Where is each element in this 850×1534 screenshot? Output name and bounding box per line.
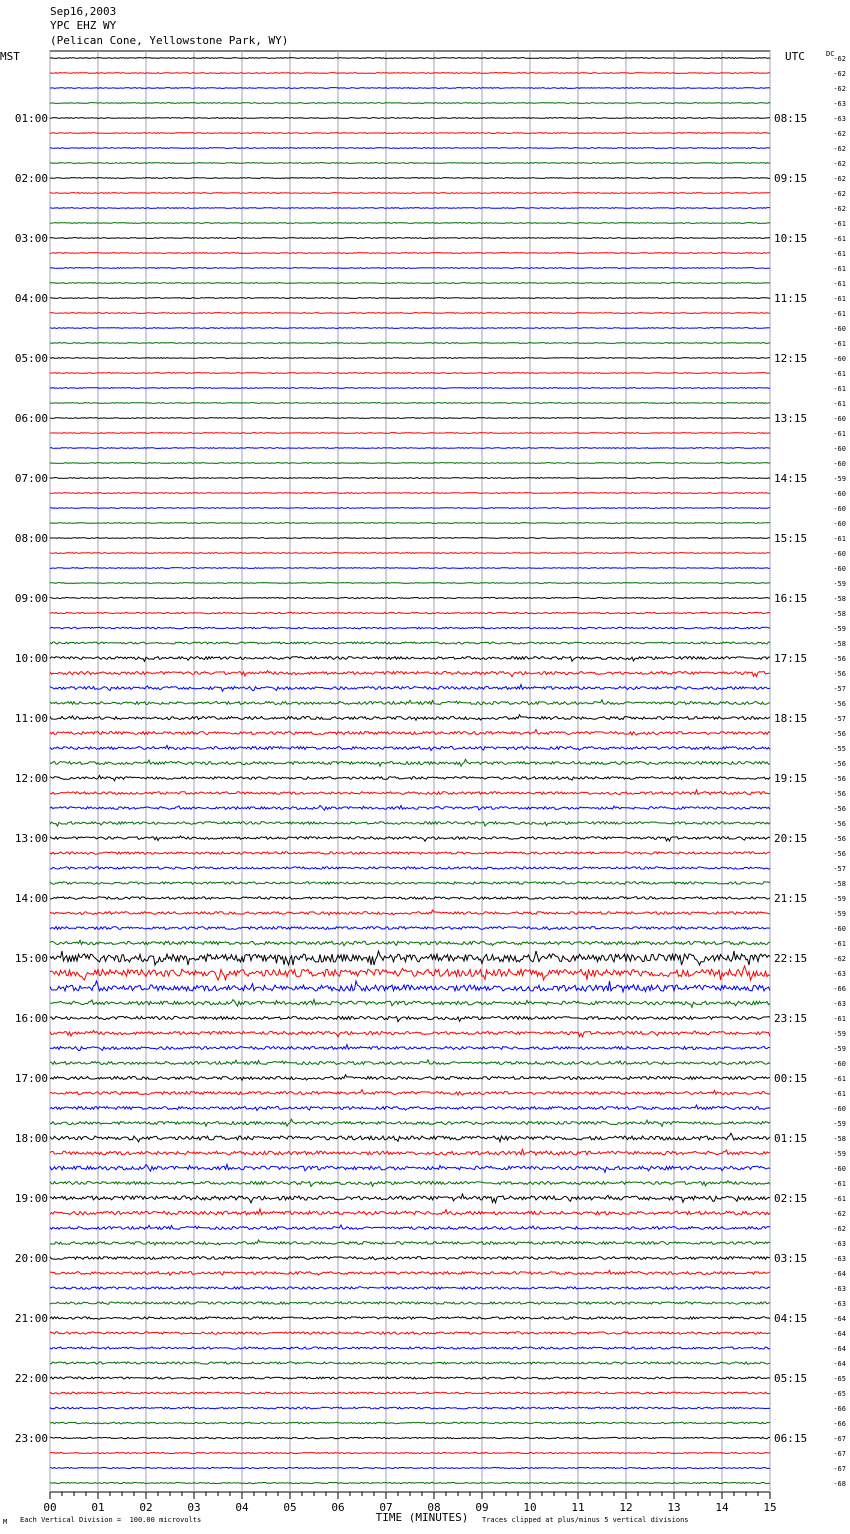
left-hour-label: 02:00	[14, 172, 48, 185]
station-code: YPC EHZ WY	[50, 19, 117, 32]
trace-line	[50, 1287, 770, 1289]
trace-line	[50, 1407, 770, 1409]
right-hour-label: 09:15	[774, 172, 808, 185]
trace-line	[50, 328, 770, 329]
x-tick-label: 05	[283, 1501, 297, 1514]
trace-line	[50, 966, 770, 980]
dc-offset-label: -63	[833, 1255, 846, 1263]
trace-line	[50, 597, 770, 598]
x-tick-label: 04	[235, 1501, 249, 1514]
dc-offset-label: -57	[833, 685, 846, 693]
left-timezone-label: MST	[0, 50, 20, 63]
dc-offset-label: -61	[833, 340, 846, 348]
right-hour-label: 13:15	[774, 412, 808, 425]
right-hour-label: 11:15	[774, 292, 808, 305]
dc-offset-label: -56	[833, 805, 846, 813]
right-hour-label: 04:15	[774, 1312, 808, 1325]
dc-offset-label: -62	[833, 205, 846, 213]
trace-line	[50, 642, 770, 644]
dc-offset-label: -61	[833, 400, 846, 408]
trace-line	[50, 836, 770, 841]
trace-line	[50, 583, 770, 584]
right-hour-label: 05:15	[774, 1372, 808, 1385]
dc-offset-label: -56	[833, 820, 846, 828]
dc-offset-label: -58	[833, 595, 846, 603]
right-hour-label: 22:15	[774, 952, 808, 965]
dc-offset-label: -61	[833, 385, 846, 393]
x-tick-label: 15	[763, 1501, 777, 1514]
dc-offset-label: -61	[833, 370, 846, 378]
dc-offset-label: -56	[833, 775, 846, 783]
trace-line	[50, 418, 770, 419]
trace-line	[50, 448, 770, 449]
trace-line	[50, 358, 770, 359]
trace-line	[50, 1000, 770, 1008]
trace-line	[50, 223, 770, 224]
trace-line	[50, 1090, 770, 1096]
dc-offset-label: -61	[833, 1075, 846, 1083]
trace-line	[50, 1452, 770, 1453]
left-hour-label: 14:00	[14, 892, 48, 905]
dc-offset-label: -59	[833, 1150, 846, 1158]
dc-offset-label: -63	[833, 1300, 846, 1308]
right-hour-label: 23:15	[774, 1012, 808, 1025]
dc-offset-label: -62	[833, 955, 846, 963]
dc-offset-label: -58	[833, 880, 846, 888]
trace-line	[50, 1165, 770, 1173]
dc-offset-label: -62	[833, 70, 846, 78]
x-tick-label: 12	[619, 1501, 633, 1514]
dc-offset-label: -59	[833, 1045, 846, 1053]
left-hour-label: 06:00	[14, 412, 48, 425]
footer-mark: M	[3, 1518, 8, 1526]
trace-line	[50, 700, 770, 705]
trace-line	[50, 790, 770, 795]
dc-offset-label: -62	[833, 190, 846, 198]
right-hour-label: 06:15	[774, 1432, 808, 1445]
x-tick-label: 08	[427, 1501, 441, 1514]
clipping-note: Traces clipped at plus/minus 5 vertical divisions	[482, 1516, 689, 1524]
dc-offset-label: -59	[833, 625, 846, 633]
trace-line	[50, 1482, 770, 1483]
trace-line	[50, 981, 770, 992]
right-hour-label: 03:15	[774, 1252, 808, 1265]
right-hour-label: 15:15	[774, 532, 808, 545]
trace-line	[50, 253, 770, 254]
dc-offset-label: -61	[833, 220, 846, 228]
trace-line	[50, 1332, 770, 1334]
trace-line	[50, 1302, 770, 1304]
right-hour-label: 16:15	[774, 592, 808, 605]
right-hour-label: 10:15	[774, 232, 808, 245]
dc-offset-label: -62	[833, 145, 846, 153]
trace-line	[50, 433, 770, 434]
dc-offset-label: -60	[833, 460, 846, 468]
trace-line	[50, 715, 770, 721]
trace-line	[50, 627, 770, 629]
trace-line	[50, 1362, 770, 1364]
dc-offset-label: -60	[833, 490, 846, 498]
station-location: (Pelican Cone, Yellowstone Park, WY)	[50, 34, 289, 47]
dc-offset-label: -61	[833, 280, 846, 288]
x-tick-label: 02	[139, 1501, 153, 1514]
trace-layer	[50, 58, 770, 1484]
trace-line	[50, 746, 770, 751]
dc-offset-label: -60	[833, 925, 846, 933]
dc-offset-label: -59	[833, 895, 846, 903]
dc-offset-label: -56	[833, 730, 846, 738]
trace-line	[50, 508, 770, 509]
trace-line	[50, 268, 770, 269]
trace-line	[50, 88, 770, 89]
dc-offset-label: -61	[833, 535, 846, 543]
dc-offset-label: -58	[833, 610, 846, 618]
dc-offset-label: -64	[833, 1345, 846, 1353]
trace-line	[50, 133, 770, 134]
trace-line	[50, 553, 770, 554]
label-layer	[15, 55, 846, 1514]
trace-line	[50, 343, 770, 344]
x-tick-label: 14	[715, 1501, 729, 1514]
trace-line	[50, 538, 770, 539]
dc-offset-label: -65	[833, 1390, 846, 1398]
left-hour-label: 23:00	[14, 1432, 48, 1445]
dc-offset-label: -62	[833, 1225, 846, 1233]
trace-line	[50, 776, 770, 781]
right-timezone-label: UTC	[785, 50, 805, 63]
trace-line	[50, 1240, 770, 1245]
left-hour-label: 09:00	[14, 592, 48, 605]
trace-line	[50, 897, 770, 899]
trace-line	[50, 806, 770, 811]
trace-line	[50, 951, 770, 965]
dc-offset-label: -61	[833, 250, 846, 258]
trace-line	[50, 657, 770, 662]
trace-line	[50, 73, 770, 74]
left-hour-label: 17:00	[14, 1072, 48, 1085]
trace-line	[50, 1377, 770, 1379]
left-hour-label: 18:00	[14, 1132, 48, 1145]
right-hour-label: 14:15	[774, 472, 808, 485]
left-hour-label: 03:00	[14, 232, 48, 245]
dc-offset-label: -60	[833, 505, 846, 513]
dc-offset-label: -60	[833, 550, 846, 558]
dc-offset-label: -55	[833, 745, 846, 753]
trace-line	[50, 1045, 770, 1051]
dc-offset-label: -64	[833, 1315, 846, 1323]
right-hour-label: 18:15	[774, 712, 808, 725]
dc-offset-label: -58	[833, 1135, 846, 1143]
trace-line	[50, 523, 770, 524]
trace-line	[50, 867, 770, 869]
vertical-scale-note: Each Vertical Division = 100.00 microvolts	[20, 1516, 202, 1524]
trace-line	[50, 1437, 770, 1438]
right-hour-label: 20:15	[774, 832, 808, 845]
trace-line	[50, 1347, 770, 1349]
trace-line	[50, 118, 770, 119]
trace-line	[50, 238, 770, 239]
dc-offset-label: -62	[833, 160, 846, 168]
left-hour-label: 11:00	[14, 712, 48, 725]
right-hour-label: 21:15	[774, 892, 808, 905]
dc-offset-label: -56	[833, 670, 846, 678]
trace-line	[50, 910, 770, 915]
left-hour-label: 01:00	[14, 112, 48, 125]
trace-line	[50, 822, 770, 826]
dc-offset-label: -60	[833, 445, 846, 453]
trace-line	[50, 388, 770, 389]
x-tick-label: 10	[523, 1501, 537, 1514]
trace-line	[50, 1209, 770, 1215]
trace-line	[50, 463, 770, 464]
dc-offset-label: -61	[833, 310, 846, 318]
left-hour-label: 22:00	[14, 1372, 48, 1385]
dc-offset-label: -61	[833, 235, 846, 243]
left-hour-label: 13:00	[14, 832, 48, 845]
trace-line	[50, 1031, 770, 1037]
trace-line	[50, 403, 770, 404]
trace-line	[50, 1270, 770, 1275]
trace-line	[50, 612, 770, 613]
dc-offset-label: -68	[833, 1480, 846, 1488]
left-hour-label: 16:00	[14, 1012, 48, 1025]
dc-offset-label: -61	[833, 265, 846, 273]
left-hour-label: 12:00	[14, 772, 48, 785]
trace-line	[50, 1119, 770, 1126]
dc-offset-label: -60	[833, 1105, 846, 1113]
dc-offset-label: -65	[833, 1375, 846, 1383]
right-hour-label: 02:15	[774, 1192, 808, 1205]
trace-line	[50, 148, 770, 149]
x-tick-label: 01	[91, 1501, 105, 1514]
trace-line	[50, 882, 770, 884]
left-hour-label: 04:00	[14, 292, 48, 305]
dc-offset-label: -61	[833, 295, 846, 303]
dc-offset-label: -61	[833, 430, 846, 438]
trace-line	[50, 671, 770, 677]
dc-label: DC	[826, 50, 835, 58]
dc-offset-label: -56	[833, 655, 846, 663]
trace-line	[50, 103, 770, 104]
trace-line	[50, 1225, 770, 1230]
trace-line	[50, 283, 770, 284]
dc-offset-label: -64	[833, 1270, 846, 1278]
dc-offset-label: -59	[833, 1030, 846, 1038]
right-hour-label: 17:15	[774, 652, 808, 665]
dc-offset-label: -64	[833, 1360, 846, 1368]
trace-line	[50, 58, 770, 59]
dc-offset-label: -67	[833, 1450, 846, 1458]
dc-offset-label: -59	[833, 475, 846, 483]
dc-offset-label: -66	[833, 1405, 846, 1413]
trace-line	[50, 1075, 770, 1081]
dc-offset-label: -63	[833, 1240, 846, 1248]
left-hour-label: 07:00	[14, 472, 48, 485]
trace-line	[50, 163, 770, 164]
trace-line	[50, 373, 770, 374]
trace-line	[50, 730, 770, 736]
trace-line	[50, 1392, 770, 1394]
trace-line	[50, 1105, 770, 1110]
dc-offset-label: -62	[833, 55, 846, 63]
trace-line	[50, 1060, 770, 1065]
dc-offset-label: -57	[833, 715, 846, 723]
trace-line	[50, 1181, 770, 1187]
x-tick-label: 03	[187, 1501, 201, 1514]
dc-offset-label: -61	[833, 1180, 846, 1188]
dc-offset-label: -61	[833, 1015, 846, 1023]
dc-offset-label: -63	[833, 1285, 846, 1293]
record-date: Sep16,2003	[50, 5, 117, 18]
dc-offset-label: -58	[833, 640, 846, 648]
x-tick-label: 06	[331, 1501, 345, 1514]
dc-offset-label: -60	[833, 520, 846, 528]
trace-line	[50, 852, 770, 854]
dc-offset-label: -61	[833, 1195, 846, 1203]
left-hour-label: 19:00	[14, 1192, 48, 1205]
left-hour-label: 21:00	[14, 1312, 48, 1325]
trace-line	[50, 940, 770, 946]
right-hour-label: 01:15	[774, 1132, 808, 1145]
trace-line	[50, 298, 770, 299]
dc-offset-label: -60	[833, 325, 846, 333]
dc-offset-label: -56	[833, 790, 846, 798]
x-tick-label: 09	[475, 1501, 489, 1514]
trace-line	[50, 685, 770, 692]
dc-offset-label: -56	[833, 835, 846, 843]
dc-offset-label: -59	[833, 580, 846, 588]
dc-offset-label: -63	[833, 100, 846, 108]
trace-line	[50, 927, 770, 930]
dc-offset-label: -63	[833, 1000, 846, 1008]
dc-offset-label: -63	[833, 115, 846, 123]
dc-offset-label: -56	[833, 700, 846, 708]
trace-line	[50, 1133, 770, 1142]
dc-offset-label: -61	[833, 940, 846, 948]
left-hour-label: 15:00	[14, 952, 48, 965]
dc-offset-label: -60	[833, 565, 846, 573]
dc-offset-label: -62	[833, 175, 846, 183]
dc-offset-label: -56	[833, 850, 846, 858]
dc-offset-label: -66	[833, 1420, 846, 1428]
trace-line	[50, 1149, 770, 1156]
left-hour-label: 20:00	[14, 1252, 48, 1265]
dc-offset-label: -61	[833, 1090, 846, 1098]
trace-line	[50, 193, 770, 194]
dc-offset-label: -63	[833, 970, 846, 978]
trace-line	[50, 313, 770, 314]
dc-offset-label: -64	[833, 1330, 846, 1338]
trace-line	[50, 759, 770, 766]
left-hour-label: 08:00	[14, 532, 48, 545]
x-tick-label: 13	[667, 1501, 681, 1514]
dc-offset-label: -62	[833, 1210, 846, 1218]
dc-offset-label: -62	[833, 85, 846, 93]
dc-offset-label: -57	[833, 865, 846, 873]
right-hour-label: 08:15	[774, 112, 808, 125]
x-tick-label: 00	[43, 1501, 57, 1514]
trace-line	[50, 1257, 770, 1260]
trace-line	[50, 493, 770, 494]
trace-line	[50, 1422, 770, 1424]
trace-line	[50, 178, 770, 179]
trace-line	[50, 208, 770, 209]
dc-offset-label: -56	[833, 760, 846, 768]
x-tick-label: 07	[379, 1501, 393, 1514]
trace-line	[50, 1194, 770, 1203]
x-tick-label: 11	[571, 1501, 585, 1514]
dc-offset-label: -66	[833, 985, 846, 993]
right-hour-label: 00:15	[774, 1072, 808, 1085]
trace-line	[50, 1016, 770, 1021]
left-hour-label: 05:00	[14, 352, 48, 365]
trace-line	[50, 1317, 770, 1319]
dc-offset-label: -60	[833, 1060, 846, 1068]
dc-offset-label: -59	[833, 910, 846, 918]
x-axis-title: TIME (MINUTES)	[375, 1511, 469, 1524]
dc-offset-label: -60	[833, 415, 846, 423]
dc-offset-label: -60	[833, 355, 846, 363]
trace-line	[50, 478, 770, 479]
right-hour-label: 19:15	[774, 772, 808, 785]
dc-offset-label: -67	[833, 1435, 846, 1443]
dc-offset-label: -60	[833, 1165, 846, 1173]
left-hour-label: 10:00	[14, 652, 48, 665]
dc-offset-label: -67	[833, 1465, 846, 1473]
trace-line	[50, 1467, 770, 1468]
trace-line	[50, 568, 770, 569]
dc-offset-label: -59	[833, 1120, 846, 1128]
right-hour-label: 12:15	[774, 352, 808, 365]
dc-offset-label: -62	[833, 130, 846, 138]
